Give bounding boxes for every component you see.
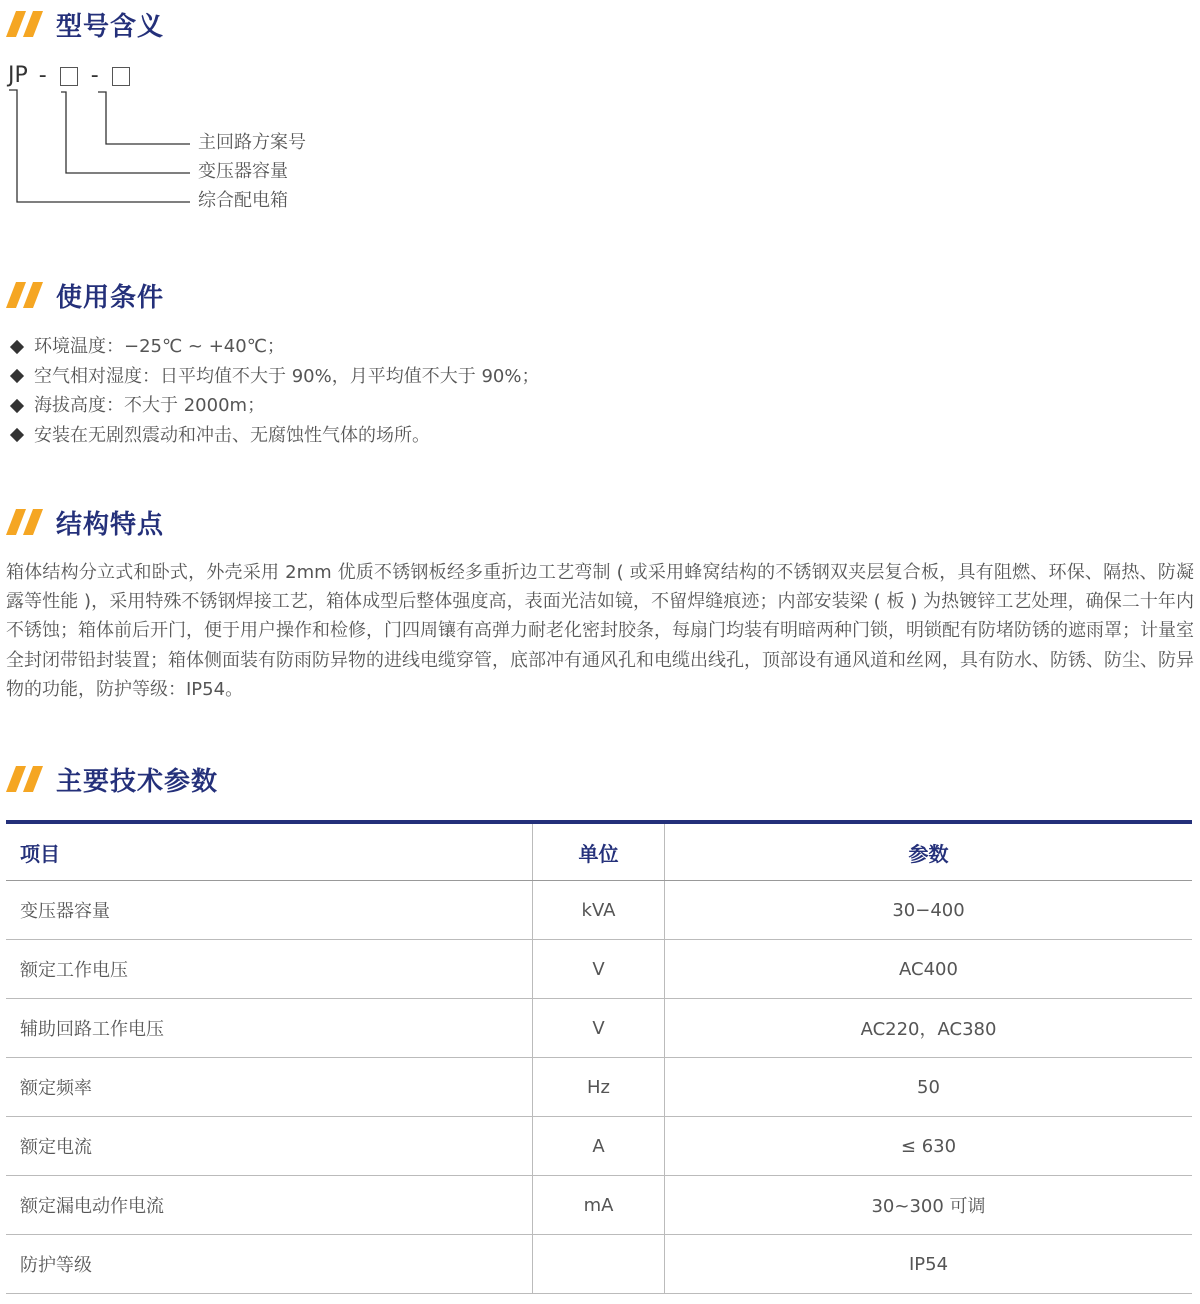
table-cell: A xyxy=(533,1117,665,1176)
table-row xyxy=(6,1235,1192,1294)
section-title-conditions: 使用条件 xyxy=(56,282,165,313)
table-cell: 额定工作电压 xyxy=(6,940,533,999)
column-header-item: 项目 xyxy=(6,822,533,881)
table-cell xyxy=(533,1235,665,1294)
model-label-main-circuit: 主回路方案号 xyxy=(198,132,306,153)
section-header-conditions xyxy=(6,275,164,315)
section-title-structure: 结构特点 xyxy=(56,509,165,540)
diamond-bullet-icon xyxy=(10,369,24,383)
model-dash: - xyxy=(38,63,47,88)
table-cell: Hz xyxy=(533,1058,665,1117)
column-header-value: 参数 xyxy=(665,822,1193,881)
table-cell: 额定漏电动作电流 xyxy=(6,1176,533,1235)
table-cell: AC220，AC380 xyxy=(665,999,1193,1058)
diamond-bullet-icon xyxy=(10,428,24,442)
table-row xyxy=(6,881,1192,940)
table-cell: 额定频率 xyxy=(6,1058,533,1117)
table-cell: ≤ 630 xyxy=(665,1117,1193,1176)
table-cell: 辅助回路工作电压 xyxy=(6,999,533,1058)
table-cell: 额定电流 xyxy=(6,1117,533,1176)
model-diagram-lines xyxy=(0,0,200,220)
table-cell: AC400 xyxy=(665,940,1193,999)
list-item: 海拔高度：不大于 2000m； xyxy=(8,391,539,421)
diamond-bullet-icon xyxy=(10,399,24,413)
params-table xyxy=(6,820,1192,1294)
table-cell: V xyxy=(533,999,665,1058)
table-cell: IP54 xyxy=(665,1235,1193,1294)
list-item: 安装在无剧烈震动和冲击、无腐蚀性气体的场所。 xyxy=(8,421,539,451)
model-label-transformer: 变压器容量 xyxy=(198,161,288,182)
model-dash: - xyxy=(90,63,99,88)
table-row xyxy=(6,999,1192,1058)
section-header-params xyxy=(6,759,218,799)
table-header-row xyxy=(6,822,1192,881)
list-item: 空气相对湿度：日平均值不大于 90%，月平均值不大于 90%； xyxy=(8,362,539,392)
structure-paragraph: 箱体结构分立式和卧式，外壳采用 2mm 优质不锈钢板经多重折边工艺弯制 ( 或采用蜂窝结构的不锈钢双夹层复合板，具有阻燃、环保、隔热、防凝露等性能 )，采用特殊不锈钢焊接工艺，箱体成型后整体强度高，表面光洁如镜，不留焊缝痕迹；内部安装梁 ( 板 ) 为热镀锌工艺处理，确保二十年内不锈蚀；箱体前后开门，便于用户操作和检修，门四周镶有高弹力耐老化密封胶条，每扇门均装有明暗两种门锁，明锁配有防堵防锈的遮雨罩；计量室全封闭带铅封装置；箱体侧面装有防雨防异物的进线电缆穿管，底部冲有通风孔和电缆出线孔，顶部设有通风道和丝网，具有防水、防锈、防尘、防异物的功能，防护等级：IP54。 xyxy=(6,562,1194,700)
double-slash-icon xyxy=(6,280,50,310)
double-slash-icon xyxy=(6,764,50,794)
model-label-box: 综合配电箱 xyxy=(198,190,288,211)
table-row xyxy=(6,1117,1192,1176)
table-cell: 变压器容量 xyxy=(6,881,533,940)
conditions-list xyxy=(8,332,539,450)
diamond-bullet-icon xyxy=(10,340,24,354)
list-item: 环境温度：−25℃ ~ +40℃； xyxy=(8,332,539,362)
table-cell: mA xyxy=(533,1176,665,1235)
table-cell: 50 xyxy=(665,1058,1193,1117)
column-header-unit: 单位 xyxy=(533,822,665,881)
table-cell: 防护等级 xyxy=(6,1235,533,1294)
table-cell: 30−400 xyxy=(665,881,1193,940)
table-cell: 30~300 可调 xyxy=(665,1176,1193,1235)
section-header-structure xyxy=(6,502,164,542)
table-cell: kVA xyxy=(533,881,665,940)
section-title-model: 型号含义 xyxy=(56,11,165,42)
model-prefix: JP xyxy=(8,63,28,88)
section-title-params: 主要技术参数 xyxy=(56,766,219,797)
table-row xyxy=(6,1176,1192,1235)
table-row xyxy=(6,940,1192,999)
table-cell: V xyxy=(533,940,665,999)
table-row xyxy=(6,1058,1192,1117)
double-slash-icon xyxy=(6,507,50,537)
